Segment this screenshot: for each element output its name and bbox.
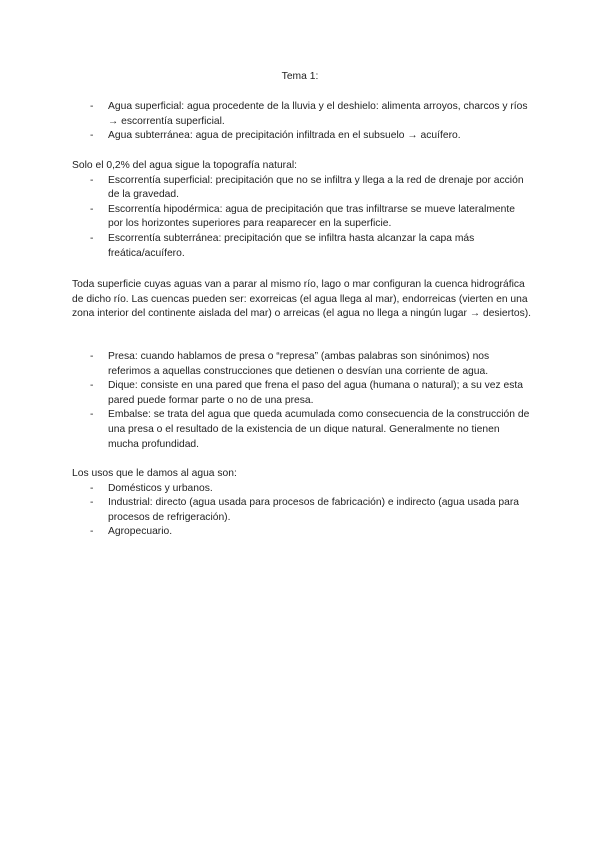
runoff-list: [72, 174, 532, 262]
section-structures: [72, 350, 532, 452]
uses-list: [72, 482, 532, 540]
section-water-types: [72, 100, 532, 144]
section-basins: [72, 278, 532, 322]
list-item: - Agropecuario.: [72, 525, 532, 540]
uses-intro: Los usos que le damos al agua son:: [72, 468, 237, 479]
list-item: - Escorrentía superficial: precipitación que no se infiltra y llega a la red de drenaje por acción de la gravedad.: [72, 174, 532, 203]
list-item: - Presa: cuando hablamos de presa o “represa” (ambas palabras son sinónimos) nos referimos a aquellas construcciones que detienen o desvían una corriente de agua.: [72, 350, 532, 379]
list-item: - Escorrentía subterránea: precipitación que se infiltra hasta alcanzar la capa más freática/acuífero.: [72, 232, 532, 261]
runoff-intro: Solo el 0,2% del agua sigue la topografía natural:: [72, 160, 297, 171]
water-types-list: [72, 100, 532, 144]
section-uses: [72, 467, 532, 540]
list-item: - Agua subterránea: agua de precipitación infiltrada en el subsuelo → acuífero.: [72, 129, 532, 144]
section-runoff: [72, 159, 532, 261]
list-item: - Escorrentía hipodérmica: agua de precipitación que tras infiltrarse se mueve lateralmente por los horizontes superiores para reaparecer en la superficie.: [72, 203, 532, 232]
list-item: - Dique: consiste en una pared que frena el paso del agua (humana o natural); a su vez esta pared puede formar parte o no de una presa.: [72, 379, 532, 408]
list-item: - Embalse: se trata del agua que queda acumulada como consecuencia de la construcción de una presa o el resultado de la existencia de un dique natural. Generalmente no tienen mucha profundidad.: [72, 408, 532, 452]
page-title: Tema 1:: [281, 71, 319, 82]
structures-list: [72, 350, 532, 452]
list-item: - Domésticos y urbanos.: [72, 482, 532, 497]
list-item: - Industrial: directo (agua usada para procesos de fabricación) e indirecto (agua usada para procesos de refrigeración).: [72, 496, 532, 525]
basins-paragraph: Toda superficie cuyas aguas van a parar al mismo río, lago o mar configuran la cuenca hidrográfica de dicho río. Las cuencas pueden ser: exorreicas (el agua llega al mar), endorreicas (vierten en una zona interior del continente aislada del mar) o arreicas (el agua no llega a ningún lugar → desiertos).: [72, 279, 532, 320]
list-item: - Agua superficial: agua procedente de la lluvia y el deshielo: alimenta arroyos, charcos y ríos → escorrentía superficial.: [72, 100, 532, 129]
